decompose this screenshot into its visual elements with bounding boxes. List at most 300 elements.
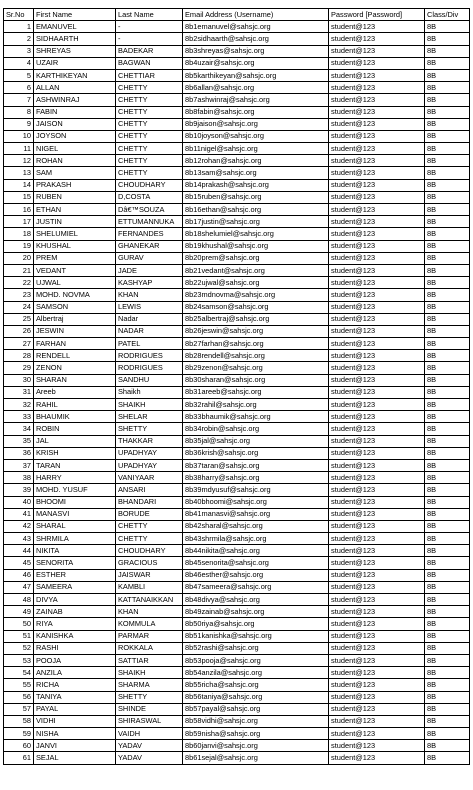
class-div-cell: 8B: [425, 191, 470, 203]
first-name-cell: JAL: [34, 435, 116, 447]
sr-no-cell: 35: [4, 435, 34, 447]
class-div-cell: 8B: [425, 508, 470, 520]
last-name-cell: ANSARI: [116, 484, 183, 496]
class-div-cell: 8B: [425, 740, 470, 752]
first-name-cell: KRISH: [34, 447, 116, 459]
class-div-cell: 8B: [425, 45, 470, 57]
password-cell: student@123: [329, 240, 425, 252]
first-name-cell: KARTHIKEYAN: [34, 69, 116, 81]
email-cell: 8b55richa@sahsjc.org: [183, 679, 329, 691]
password-cell: student@123: [329, 350, 425, 362]
email-cell: 8b51kanishka@sahsjc.org: [183, 630, 329, 642]
password-cell: student@123: [329, 386, 425, 398]
sr-no-cell: 9: [4, 118, 34, 130]
first-name-cell: SAMSON: [34, 301, 116, 313]
sr-no-cell: 21: [4, 264, 34, 276]
email-cell: 8b38harry@sahsjc.org: [183, 472, 329, 484]
email-cell: 8b13sam@sahsjc.org: [183, 167, 329, 179]
sr-no-cell: 52: [4, 642, 34, 654]
class-div-cell: 8B: [425, 216, 470, 228]
table-row: [4, 240, 470, 252]
sr-no-cell: 31: [4, 386, 34, 398]
first-name-cell: SIDHAARTH: [34, 33, 116, 45]
last-name-cell: VAIDH: [116, 728, 183, 740]
sr-no-cell: 45: [4, 557, 34, 569]
sr-no-cell: 59: [4, 728, 34, 740]
sr-no-cell: 5: [4, 69, 34, 81]
last-name-cell: CHETTY: [116, 167, 183, 179]
last-name-cell: UPADHYAY: [116, 447, 183, 459]
last-name-cell: RODRIGUES: [116, 350, 183, 362]
last-name-cell: SHETTY: [116, 423, 183, 435]
email-cell: 8b22ujwal@sahsjc.org: [183, 277, 329, 289]
password-cell: student@123: [329, 715, 425, 727]
password-cell: student@123: [329, 484, 425, 496]
password-cell: student@123: [329, 520, 425, 532]
sr-no-cell: 57: [4, 703, 34, 715]
first-name-cell: SHRMILA: [34, 533, 116, 545]
first-name-cell: PAYAL: [34, 703, 116, 715]
sr-no-cell: 43: [4, 533, 34, 545]
table-row: [4, 228, 470, 240]
first-name-cell: ROBIN: [34, 423, 116, 435]
header-password: Password [Password]: [329, 9, 425, 21]
table-row: [4, 654, 470, 666]
first-name-cell: TANIYA: [34, 691, 116, 703]
email-cell: 8b36krish@sahsjc.org: [183, 447, 329, 459]
table-row: [4, 386, 470, 398]
last-name-cell: -: [116, 33, 183, 45]
table-row: [4, 216, 470, 228]
email-cell: 8b53pooja@sahsjc.org: [183, 654, 329, 666]
class-div-cell: 8B: [425, 82, 470, 94]
sr-no-cell: 3: [4, 45, 34, 57]
class-div-cell: 8B: [425, 374, 470, 386]
password-cell: student@123: [329, 594, 425, 606]
class-div-cell: 8B: [425, 423, 470, 435]
header-email: Email Address (Username): [183, 9, 329, 21]
password-cell: student@123: [329, 228, 425, 240]
first-name-cell: SENORITA: [34, 557, 116, 569]
password-cell: student@123: [329, 679, 425, 691]
password-cell: student@123: [329, 155, 425, 167]
password-cell: student@123: [329, 472, 425, 484]
first-name-cell: PREM: [34, 252, 116, 264]
first-name-cell: NIKITA: [34, 545, 116, 557]
email-cell: 8b17justin@sahsjc.org: [183, 216, 329, 228]
password-cell: student@123: [329, 728, 425, 740]
table-row: [4, 691, 470, 703]
sr-no-cell: 7: [4, 94, 34, 106]
email-cell: 8b21vedant@sahsjc.org: [183, 264, 329, 276]
sr-no-cell: 12: [4, 155, 34, 167]
email-cell: 8b9jaison@sahsjc.org: [183, 118, 329, 130]
email-cell: 8b24samson@sahsjc.org: [183, 301, 329, 313]
sr-no-cell: 1: [4, 21, 34, 33]
last-name-cell: JADE: [116, 264, 183, 276]
last-name-cell: SHELAR: [116, 411, 183, 423]
email-cell: 8b45senorita@sahsjc.org: [183, 557, 329, 569]
email-cell: 8b1emanuvel@sahsjc.org: [183, 21, 329, 33]
email-cell: 8b4uzair@sahsjc.org: [183, 57, 329, 69]
password-cell: student@123: [329, 630, 425, 642]
table-row: [4, 21, 470, 33]
last-name-cell: FERNANDES: [116, 228, 183, 240]
table-row: [4, 423, 470, 435]
last-name-cell: GURAV: [116, 252, 183, 264]
last-name-cell: CHETTY: [116, 143, 183, 155]
first-name-cell: HARRY: [34, 472, 116, 484]
sr-no-cell: 30: [4, 374, 34, 386]
class-div-cell: 8B: [425, 325, 470, 337]
sr-no-cell: 29: [4, 362, 34, 374]
password-cell: student@123: [329, 618, 425, 630]
last-name-cell: SHETTY: [116, 691, 183, 703]
table-row: [4, 557, 470, 569]
table-row: [4, 313, 470, 325]
first-name-cell: JAISON: [34, 118, 116, 130]
first-name-cell: RAHIL: [34, 399, 116, 411]
last-name-cell: CHETTY: [116, 118, 183, 130]
email-cell: 8b47sameera@sahsjc.org: [183, 581, 329, 593]
email-cell: 8b42sharal@sahsjc.org: [183, 520, 329, 532]
first-name-cell: VIDHI: [34, 715, 116, 727]
last-name-cell: CHETTY: [116, 533, 183, 545]
table-row: [4, 45, 470, 57]
email-cell: 8b31areeb@sahsjc.org: [183, 386, 329, 398]
sr-no-cell: 51: [4, 630, 34, 642]
password-cell: student@123: [329, 130, 425, 142]
class-div-cell: 8B: [425, 118, 470, 130]
password-cell: student@123: [329, 252, 425, 264]
first-name-cell: MOHD. NOVMA: [34, 289, 116, 301]
class-div-cell: 8B: [425, 691, 470, 703]
password-cell: student@123: [329, 411, 425, 423]
password-cell: student@123: [329, 740, 425, 752]
password-cell: student@123: [329, 459, 425, 471]
first-name-cell: ANZILA: [34, 667, 116, 679]
class-div-cell: 8B: [425, 557, 470, 569]
table-row: [4, 143, 470, 155]
table-row: [4, 167, 470, 179]
password-cell: student@123: [329, 642, 425, 654]
sr-no-cell: 48: [4, 594, 34, 606]
class-div-cell: 8B: [425, 411, 470, 423]
last-name-cell: Nadar: [116, 313, 183, 325]
sr-no-cell: 10: [4, 130, 34, 142]
password-cell: student@123: [329, 703, 425, 715]
table-row: [4, 57, 470, 69]
email-cell: 8b48divya@sahsjc.org: [183, 594, 329, 606]
first-name-cell: UZAIR: [34, 57, 116, 69]
last-name-cell: SHINDE: [116, 703, 183, 715]
table-row: [4, 118, 470, 130]
password-cell: student@123: [329, 264, 425, 276]
email-cell: 8b37taran@sahsjc.org: [183, 459, 329, 471]
password-cell: student@123: [329, 606, 425, 618]
class-div-cell: 8B: [425, 179, 470, 191]
table-row: [4, 362, 470, 374]
first-name-cell: VEDANT: [34, 264, 116, 276]
first-name-cell: ZAINAB: [34, 606, 116, 618]
table-row: [4, 399, 470, 411]
first-name-cell: ROHAN: [34, 155, 116, 167]
first-name-cell: BHOOMI: [34, 496, 116, 508]
last-name-cell: SATTIAR: [116, 654, 183, 666]
class-div-cell: 8B: [425, 289, 470, 301]
class-div-cell: 8B: [425, 435, 470, 447]
table-row: [4, 155, 470, 167]
first-name-cell: SHREYAS: [34, 45, 116, 57]
email-cell: 8b58vidhi@sahsjc.org: [183, 715, 329, 727]
sr-no-cell: 41: [4, 508, 34, 520]
sr-no-cell: 15: [4, 191, 34, 203]
email-cell: 8b15ruben@sahsjc.org: [183, 191, 329, 203]
last-name-cell: JAISWAR: [116, 569, 183, 581]
last-name-cell: BORUDE: [116, 508, 183, 520]
last-name-cell: KOMMULA: [116, 618, 183, 630]
last-name-cell: ROKKALA: [116, 642, 183, 654]
first-name-cell: SAM: [34, 167, 116, 179]
table-row: [4, 94, 470, 106]
password-cell: student@123: [329, 691, 425, 703]
email-cell: 8b6allan@sahsjc.org: [183, 82, 329, 94]
table-row: [4, 435, 470, 447]
last-name-cell: UPADHYAY: [116, 459, 183, 471]
table-row: [4, 594, 470, 606]
header-last-name: Last Name: [116, 9, 183, 21]
class-div-cell: 8B: [425, 264, 470, 276]
password-cell: student@123: [329, 581, 425, 593]
last-name-cell: BHANDARI: [116, 496, 183, 508]
email-cell: 8b56taniya@sahsjc.org: [183, 691, 329, 703]
class-div-cell: 8B: [425, 459, 470, 471]
password-cell: student@123: [329, 569, 425, 581]
password-cell: student@123: [329, 118, 425, 130]
sr-no-cell: 47: [4, 581, 34, 593]
email-cell: 8b5karthikeyan@sahsjc.org: [183, 69, 329, 81]
class-div-cell: 8B: [425, 386, 470, 398]
last-name-cell: NADAR: [116, 325, 183, 337]
table-row: [4, 264, 470, 276]
last-name-cell: Shaikh: [116, 386, 183, 398]
sr-no-cell: 13: [4, 167, 34, 179]
email-cell: 8b7ashwinraj@sahsjc.org: [183, 94, 329, 106]
sr-no-cell: 61: [4, 752, 34, 764]
last-name-cell: GRACIOUS: [116, 557, 183, 569]
class-div-cell: 8B: [425, 447, 470, 459]
sr-no-cell: 32: [4, 399, 34, 411]
table-row: [4, 715, 470, 727]
email-cell: 8b59nisha@sahsjc.org: [183, 728, 329, 740]
table-row: [4, 728, 470, 740]
table-row: [4, 679, 470, 691]
table-row: [4, 642, 470, 654]
last-name-cell: KHAN: [116, 606, 183, 618]
password-cell: student@123: [329, 301, 425, 313]
class-div-cell: 8B: [425, 167, 470, 179]
first-name-cell: MOHD. YUSUF: [34, 484, 116, 496]
class-div-cell: 8B: [425, 252, 470, 264]
last-name-cell: CHETTY: [116, 520, 183, 532]
first-name-cell: ETHAN: [34, 204, 116, 216]
password-cell: student@123: [329, 57, 425, 69]
sr-no-cell: 44: [4, 545, 34, 557]
sr-no-cell: 56: [4, 691, 34, 703]
password-cell: student@123: [329, 69, 425, 81]
first-name-cell: Albertraj: [34, 313, 116, 325]
email-cell: 8b10joyson@sahsjc.org: [183, 130, 329, 142]
class-div-cell: 8B: [425, 33, 470, 45]
email-cell: 8b34robin@sahsjc.org: [183, 423, 329, 435]
first-name-cell: RIYA: [34, 618, 116, 630]
class-div-cell: 8B: [425, 277, 470, 289]
table-row: [4, 703, 470, 715]
first-name-cell: SEJAL: [34, 752, 116, 764]
table-row: [4, 130, 470, 142]
password-cell: student@123: [329, 545, 425, 557]
last-name-cell: GHANEKAR: [116, 240, 183, 252]
sr-no-cell: 14: [4, 179, 34, 191]
class-div-cell: 8B: [425, 594, 470, 606]
email-cell: 8b29zenon@sahsjc.org: [183, 362, 329, 374]
header-sr-no: Sr.No: [4, 9, 34, 21]
table-row: [4, 179, 470, 191]
last-name-cell: SHAIKH: [116, 399, 183, 411]
table-row: [4, 520, 470, 532]
table-row: [4, 447, 470, 459]
class-div-cell: 8B: [425, 703, 470, 715]
class-div-cell: 8B: [425, 630, 470, 642]
class-div-cell: 8B: [425, 520, 470, 532]
last-name-cell: CHETTY: [116, 94, 183, 106]
class-div-cell: 8B: [425, 301, 470, 313]
sr-no-cell: 33: [4, 411, 34, 423]
sr-no-cell: 54: [4, 667, 34, 679]
password-cell: student@123: [329, 447, 425, 459]
first-name-cell: ZENON: [34, 362, 116, 374]
class-div-cell: 8B: [425, 130, 470, 142]
sr-no-cell: 19: [4, 240, 34, 252]
sr-no-cell: 53: [4, 654, 34, 666]
password-cell: student@123: [329, 496, 425, 508]
sr-no-cell: 6: [4, 82, 34, 94]
table-row: [4, 69, 470, 81]
first-name-cell: JESWIN: [34, 325, 116, 337]
password-cell: student@123: [329, 216, 425, 228]
class-div-cell: 8B: [425, 752, 470, 764]
class-div-cell: 8B: [425, 143, 470, 155]
email-cell: 8b28rendell@sahsjc.org: [183, 350, 329, 362]
password-cell: student@123: [329, 362, 425, 374]
last-name-cell: KATTANAIKKAN: [116, 594, 183, 606]
last-name-cell: CHETTY: [116, 106, 183, 118]
sr-no-cell: 42: [4, 520, 34, 532]
table-row: [4, 581, 470, 593]
last-name-cell: CHETTY: [116, 82, 183, 94]
sr-no-cell: 50: [4, 618, 34, 630]
password-cell: student@123: [329, 423, 425, 435]
first-name-cell: NISHA: [34, 728, 116, 740]
password-cell: student@123: [329, 533, 425, 545]
email-cell: 8b41manasvi@sahsjc.org: [183, 508, 329, 520]
table-row: [4, 338, 470, 350]
email-cell: 8b43shrmila@sahsjc.org: [183, 533, 329, 545]
email-cell: 8b27farhan@sahsjc.org: [183, 338, 329, 350]
first-name-cell: BHAUMIK: [34, 411, 116, 423]
class-div-cell: 8B: [425, 728, 470, 740]
last-name-cell: CHETTY: [116, 130, 183, 142]
class-div-cell: 8B: [425, 654, 470, 666]
last-name-cell: SHIRASWAL: [116, 715, 183, 727]
sr-no-cell: 28: [4, 350, 34, 362]
table-row: [4, 411, 470, 423]
email-cell: 8b49zainab@sahsjc.org: [183, 606, 329, 618]
last-name-cell: CHOUDHARY: [116, 545, 183, 557]
table-row: [4, 277, 470, 289]
table-row: [4, 82, 470, 94]
header-class-div: Class/Div: [425, 9, 470, 21]
password-cell: student@123: [329, 557, 425, 569]
email-cell: 8b57payal@sahsjc.org: [183, 703, 329, 715]
last-name-cell: SANDHU: [116, 374, 183, 386]
password-cell: student@123: [329, 45, 425, 57]
first-name-cell: Areeb: [34, 386, 116, 398]
password-cell: student@123: [329, 374, 425, 386]
email-cell: 8b14prakash@sahsjc.org: [183, 179, 329, 191]
class-div-cell: 8B: [425, 338, 470, 350]
class-div-cell: 8B: [425, 484, 470, 496]
table-row: [4, 533, 470, 545]
class-div-cell: 8B: [425, 581, 470, 593]
email-cell: 8b52rashi@sahsjc.org: [183, 642, 329, 654]
last-name-cell: PARMAR: [116, 630, 183, 642]
class-div-cell: 8B: [425, 106, 470, 118]
last-name-cell: PATEL: [116, 338, 183, 350]
email-cell: 8b50riya@sahsjc.org: [183, 618, 329, 630]
first-name-cell: JANVI: [34, 740, 116, 752]
class-div-cell: 8B: [425, 350, 470, 362]
table-row: [4, 496, 470, 508]
header-row: [4, 9, 470, 21]
table-row: [4, 472, 470, 484]
first-name-cell: FABIN: [34, 106, 116, 118]
email-cell: 8b3shreyas@sahsjc.org: [183, 45, 329, 57]
table-row: [4, 252, 470, 264]
first-name-cell: ESTHER: [34, 569, 116, 581]
first-name-cell: KANISHKA: [34, 630, 116, 642]
sr-no-cell: 4: [4, 57, 34, 69]
class-div-cell: 8B: [425, 94, 470, 106]
class-div-cell: 8B: [425, 533, 470, 545]
class-div-cell: 8B: [425, 545, 470, 557]
first-name-cell: RASHI: [34, 642, 116, 654]
table-row: [4, 545, 470, 557]
sr-no-cell: 39: [4, 484, 34, 496]
password-cell: student@123: [329, 106, 425, 118]
table-row: [4, 191, 470, 203]
table-row: [4, 33, 470, 45]
class-div-cell: 8B: [425, 204, 470, 216]
table-row: [4, 752, 470, 764]
sr-no-cell: 26: [4, 325, 34, 337]
table-row: [4, 667, 470, 679]
last-name-cell: LEWIS: [116, 301, 183, 313]
sr-no-cell: 58: [4, 715, 34, 727]
class-div-cell: 8B: [425, 667, 470, 679]
email-cell: 8b39mdyusuf@sahsjc.org: [183, 484, 329, 496]
password-cell: student@123: [329, 289, 425, 301]
